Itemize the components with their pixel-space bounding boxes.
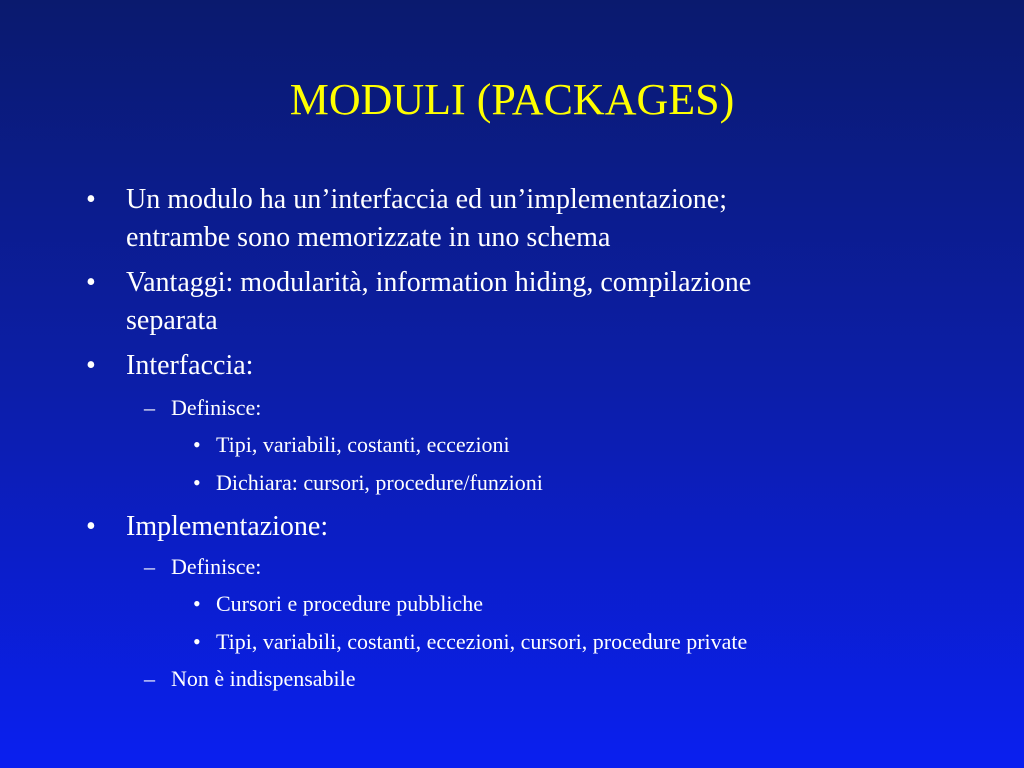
subbullet-text: Definisce: (171, 554, 262, 579)
subbullet-text: Non è indispensabile (171, 666, 356, 691)
bullet-marker: • (86, 184, 96, 215)
bullet-text-line: entrambe sono memorizzate in uno schema (126, 222, 611, 253)
bullet-text: Interfaccia: (126, 350, 254, 381)
bullet-marker: • (193, 629, 201, 654)
bullet-marker: • (193, 470, 201, 495)
subsubbullet-text: Tipi, variabili, costanti, eccezioni (216, 432, 510, 457)
subsubbullet-text: Cursori e procedure pubbliche (216, 591, 483, 616)
slide-title: MODULI (PACKAGES) (289, 75, 735, 124)
subsubbullet-text: Dichiara: cursori, procedure/funzioni (216, 470, 543, 495)
bullet-marker: • (86, 350, 96, 381)
bullet-marker: • (86, 511, 96, 542)
dash-marker: – (144, 666, 155, 691)
bullet-marker: • (86, 267, 96, 298)
dash-marker: – (144, 554, 155, 579)
bullet-text-line: Vantaggi: modularità, information hiding, compilazione (126, 267, 752, 298)
bullet-text-line: Un modulo ha un’interfaccia ed un’implementazione; (126, 184, 728, 215)
subbullet-text: Definisce: (171, 395, 262, 420)
bullet-marker: • (193, 591, 201, 616)
bullet-text-line: separata (126, 305, 218, 336)
bullet-marker: • (193, 432, 201, 457)
dash-marker: – (144, 395, 155, 420)
bullet-text: Implementazione: (126, 511, 329, 542)
subsubbullet-text: Tipi, variabili, costanti, eccezioni, cursori, procedure private (216, 629, 748, 654)
